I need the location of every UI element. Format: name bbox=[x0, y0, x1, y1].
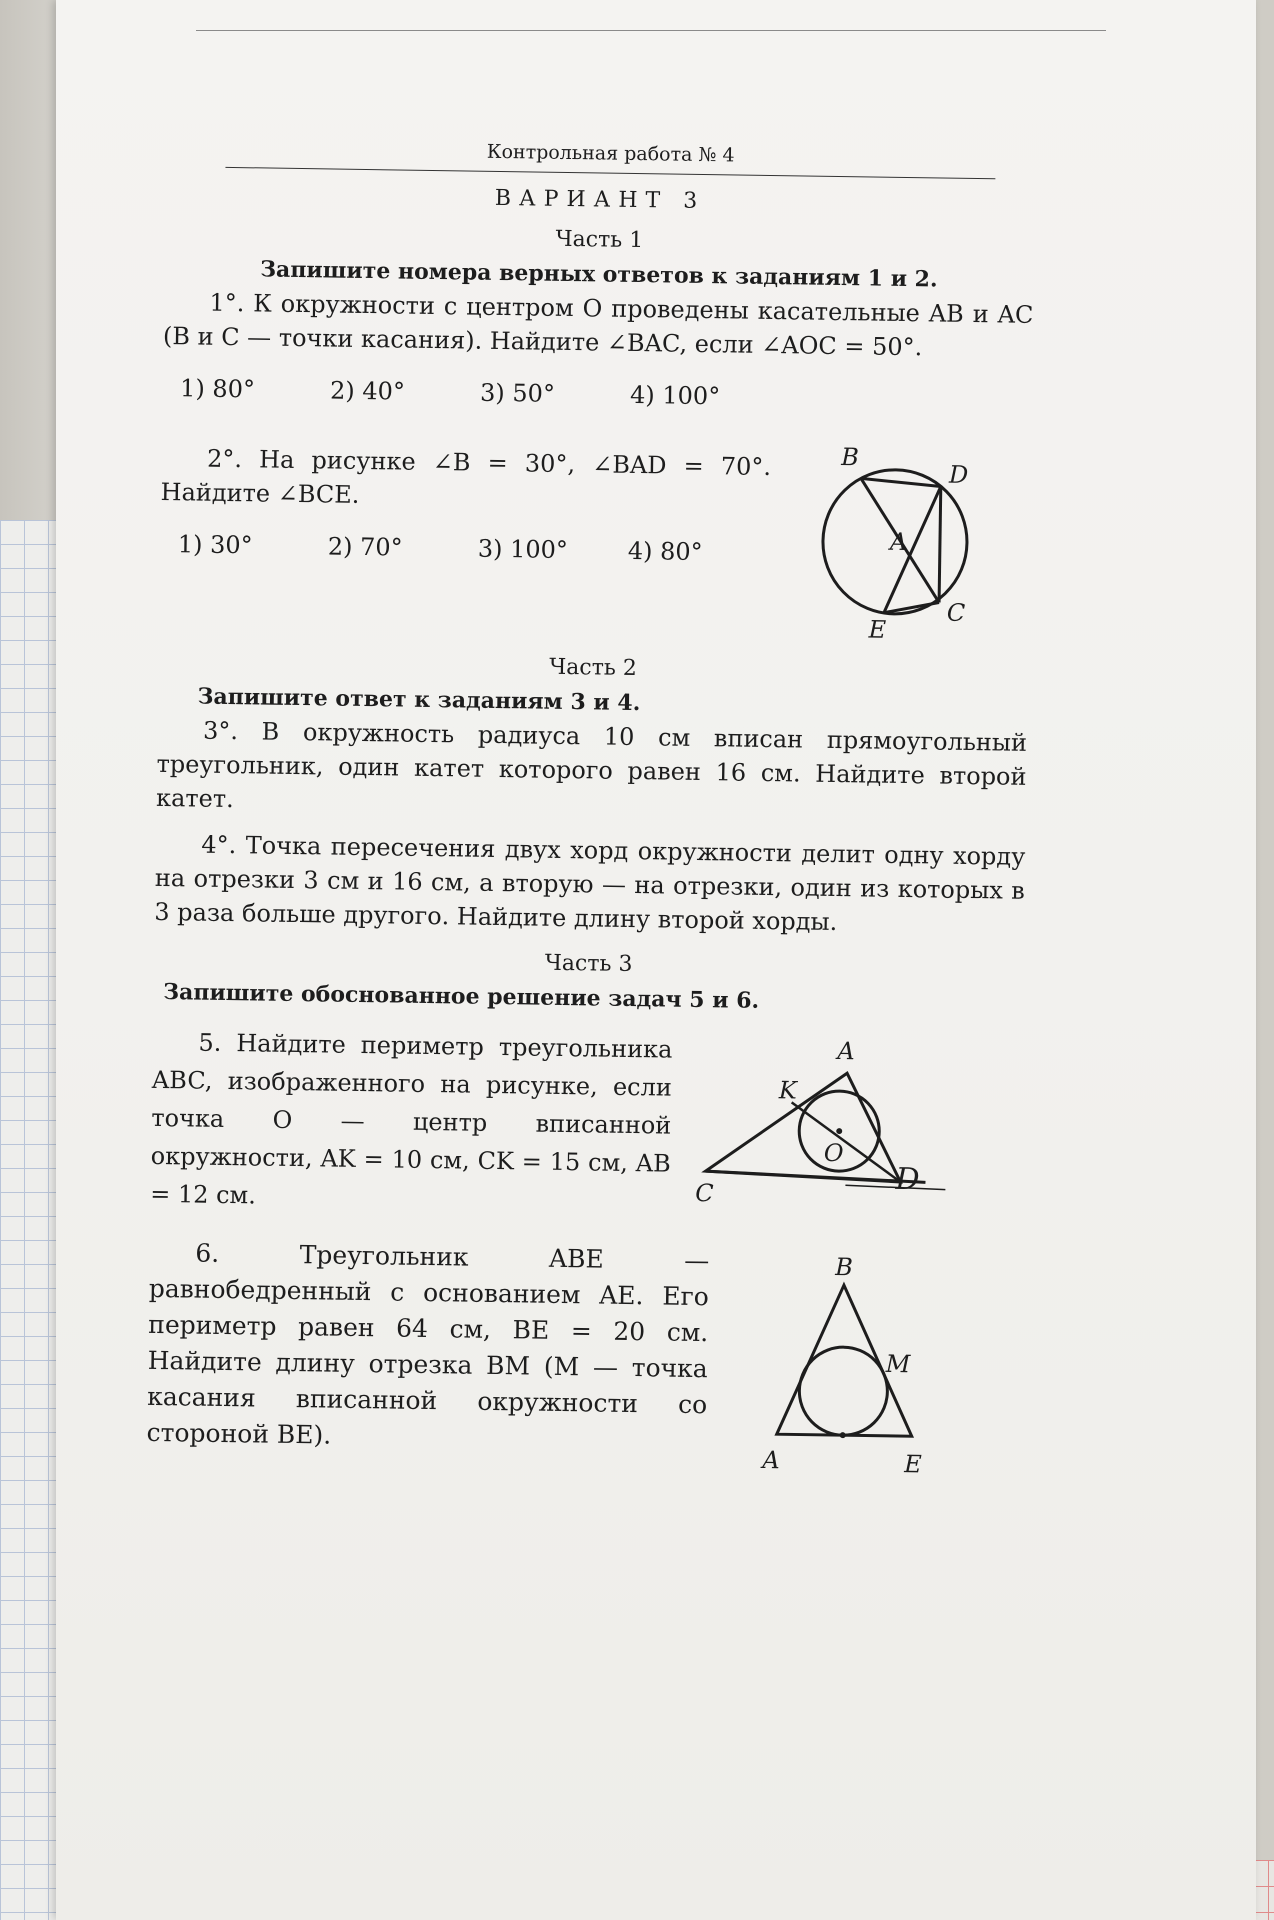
label-o: O bbox=[823, 1138, 844, 1168]
part1-title: Часть 1 bbox=[555, 226, 644, 254]
page-header: Контрольная работа № 4 bbox=[225, 131, 995, 179]
task5-block bbox=[150, 1023, 1023, 1226]
label-b: B bbox=[834, 1253, 854, 1282]
label-c: C bbox=[946, 598, 966, 627]
label-e: E bbox=[904, 1450, 923, 1479]
sheet-content bbox=[146, 130, 1036, 1479]
task2-block bbox=[160, 441, 1032, 644]
task1-answer: 3) 50° bbox=[479, 378, 556, 408]
variant-title: ВАРИАНТ 3 bbox=[494, 185, 706, 215]
task2-answer: 3) 100° bbox=[477, 534, 569, 565]
label-m: M bbox=[885, 1349, 911, 1379]
task2-answer: 4) 80° bbox=[627, 536, 703, 567]
task6-figure bbox=[756, 1244, 960, 1487]
chord-dc bbox=[939, 487, 941, 603]
label-a: A bbox=[889, 527, 908, 557]
task1-answer: 1) 80° bbox=[179, 374, 256, 404]
task6-text: 6. Треугольник ABE — равнобедренный с основанием AE. Его периметр равен 64 см, BE = 20 см. Найдите длину отрезка BM (M — точка касания вписанной окружности со стороной BE). bbox=[146, 1238, 710, 1450]
task2-answer: 1) 30° bbox=[177, 530, 253, 560]
label-b: D bbox=[895, 1161, 920, 1198]
task1-answers bbox=[180, 371, 1032, 418]
part3-instruction: Запишите обоснованное решение задач 5 и 6. bbox=[163, 979, 760, 1014]
task1-text: 1°. К окружности с центром O проведены касательные AB и AC (B и C — точки касания). Найдите ∠BAC, если ∠AOC = 50°. bbox=[162, 288, 1034, 362]
label-c: C bbox=[695, 1178, 714, 1208]
triangle-abc bbox=[705, 1071, 902, 1182]
center-point bbox=[836, 1128, 842, 1134]
top-rule bbox=[196, 30, 1106, 31]
part1-instruction: Запишите номера верных ответов к заданиям 1 и 2. bbox=[259, 256, 938, 293]
task2-answer: 2) 70° bbox=[327, 532, 403, 562]
label-a: A bbox=[762, 1445, 780, 1475]
label-e: E bbox=[868, 615, 887, 644]
task2-text: 2°. На рисунке ∠B = 30°, ∠BAD = 70°. Найдите ∠BCE. bbox=[160, 444, 772, 509]
test-sheet bbox=[56, 0, 1256, 1920]
task3-text: 3°. В окружность радиуса 10 см вписан прямоугольный треугольник, один катет которого равен 16 см. Найдите второй катет. bbox=[155, 716, 1028, 814]
task4-text: 4°. Точка пересечения двух хорд окружности делит одну хорду на отрезки 3 см и 16 см, а вторую — на отрезки, один из которых в 3 раза больше другого. Найдите длину второй хорды. bbox=[154, 830, 1026, 937]
task5-text: 5. Найдите периметр треугольника ABC, изображенного на рисунке, если точка O — центр вписанной окружности, AK = 10 см, CK = 15 см, AB = 12 см. bbox=[150, 1028, 673, 1210]
label-b: B bbox=[841, 443, 860, 472]
task5-figure bbox=[695, 1031, 987, 1208]
part2-instruction: Запишите ответ к заданиям 3 и 4. bbox=[197, 683, 641, 717]
part3-title: Часть 3 bbox=[544, 950, 633, 978]
label-d: D bbox=[948, 460, 969, 489]
task2-figure bbox=[799, 440, 1002, 644]
label-k: K bbox=[778, 1076, 797, 1105]
tangent-point bbox=[840, 1432, 846, 1438]
task6-block bbox=[146, 1235, 1019, 1479]
part2-title: Часть 2 bbox=[549, 654, 638, 682]
inscribed-circle bbox=[799, 1347, 888, 1436]
task1-answer: 4) 100° bbox=[629, 380, 721, 411]
task1-answer: 2) 40° bbox=[329, 376, 406, 406]
label-a: A bbox=[837, 1037, 855, 1066]
